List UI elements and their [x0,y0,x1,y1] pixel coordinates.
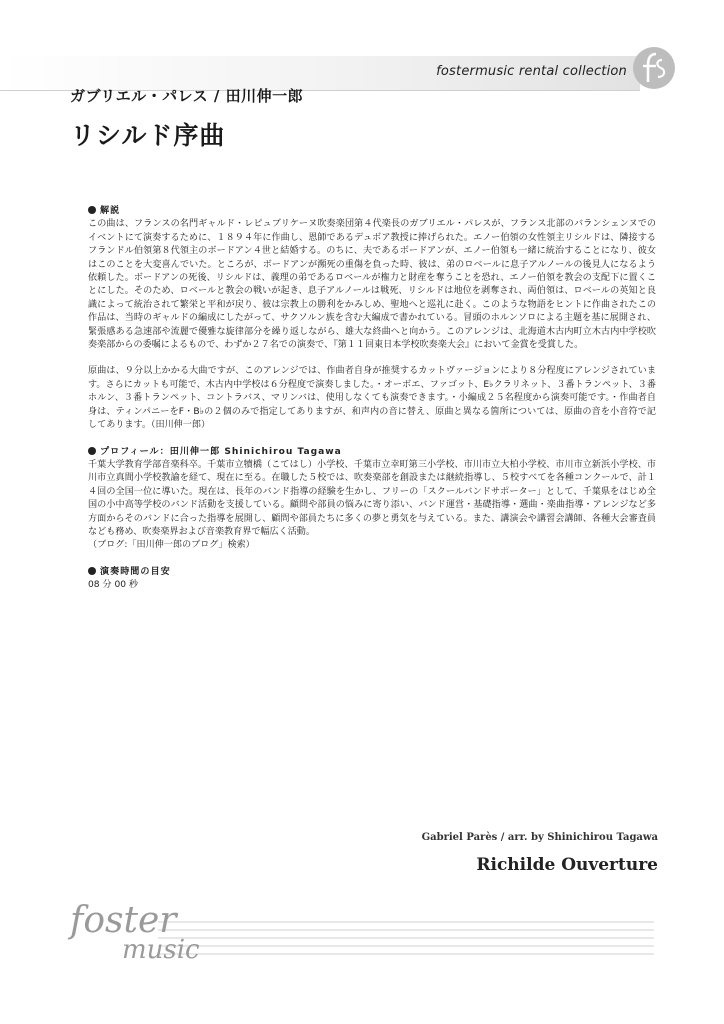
credit-en: Gabriel Parès / arr. by Shinichirou Tagawa [421,832,658,843]
logo-foster-text: foster [70,900,177,941]
title-en: Richilde Ouverture [476,855,658,875]
profile-heading-label: プロフィール：田川伸一郎 Shinichirou Tagawa [100,446,342,457]
profile-paragraph: 千葉大学教育学部音楽科卒。千葉市立犢橋（こてはし）小学校、千葉市立幸町第三小学校、市川市立大柏小学校、市川市立新浜小学校、市川市立真間小学校教諭を経て、現在に至る。在職した５校では、吹奏楽部を創設または継続指導し、５校すべてを各種コンクールで、計１４回の全国一位に導いた。現在は、長年のバンド指導の経験を生かし、フリーの「スクールバンドサポーター」として、千葉県をはじめ全国の小中高等学校のバンド活動を支援している。顧問や部員の悩みに寄り添い、バンド運営・基礎指導・選曲・楽曲指導・アレンジなど多方面からそのバンドに合った指導を展開し、顧問や部員たちに多くの夢と勇気を与えている。また、講演会や講習会講師、各種大会審査員なども務め、吹奏楽界および音楽教育界で幅広く活動。 [88,459,656,537]
duration-heading-label: 演奏時間の目安 [100,566,171,577]
page-title-jp: リシルド序曲 [70,121,226,150]
profile-blog-note: （ブログ:「田川伸一郎のブログ」検索） [88,540,255,551]
duration-heading [88,566,656,579]
commentary-heading-label: 解説 [100,206,121,216]
foster-music-logo [62,892,222,972]
profile-heading [88,446,656,459]
black-circle-bullet-icon [88,206,96,214]
music-staff-lines [158,918,654,958]
logo-music-text: music [122,935,200,965]
commentary-paragraph-2: 原曲は、９分以上かかる大曲ですが、このアレンジでは、作曲者自身が推奨するカットヴァージョンにより８分程度にアレンジされています。さらにカットも可能で、木古内中学校は６分程度で演奏しました。・オーボエ、ファゴット、E♭クラリネット、３番トランペット、３番ホルン、３番トランペット、コントラバス、マリンバは、使用しなくても演奏できます。・小編成２５名程度から演奏可能です。・作曲者自身は、ティンパニーをF・B♭の２個のみで指定してありますが、和声内の音に替え、原曲と異なる箇所については、原曲の音を小音符で記してあります。（田川伸一郎） [88,366,656,431]
duration-value: 08 分 00 秒 [88,580,139,591]
collection-label: fostermusic rental collection [436,64,627,79]
commentary-heading [88,205,656,218]
black-circle-bullet-icon [88,567,96,575]
black-circle-bullet-icon [88,447,96,455]
commentary-paragraph-1: この曲は、フランスの名門ギャルド・レピュブリケーヌ吹奏楽団第４代楽長のガブリエル・パレスが、フランス北部のバランシェンヌでのイベントにて演奏するために、１８９４年に作曲し、恩師であるデュボア教授に捧げられた。エノー伯領の女性領主リシルドは、隣接するフランドル伯領第８代領主のボードアン４世と結婚する。のちに、夫であるボードアンが、エノー伯領も一緒に統治することになり、彼女はこのことを大変喜んでいた。ところが、ボードアンが瀕死の重傷を負った時、彼は、弟のロベールに息子アルノールの後見人になるよう依頼した。ボードアンの死後、リシルドは、義理の弟であるロベールが権力と財産を奪うことを恐れ、エノー伯領を教会の支配下に置くことにした。そのため、ロベールと教会の戦いが起き、息子アルノールは戦死、リシルドは地位を剥奪され、両伯領は、ロベールの英知と良識によって統治されて繁栄と平和が戻り、彼は宗教上の勝利をかみしめ、聖地へと巡礼に赴く。このような物語をヒントに作曲されたこの作品は、当時のギャルドの編成にしたがって、サクソルン族を含む大編成で書かれている。冒頭のホルンソロによる主題を基に展開され、緊張感ある急速部や流麗で優雅な旋律部分を繰り返しながら、雄大な終曲へと向かう。このアレンジは、北海道木古内町立木古内中学校吹奏楽部からの委嘱によるもので、わずか２７名での演奏で、『第１１回東日本学校吹奏楽大会』において金賞を受賞した。 [88,219,656,351]
fostermusic-monogram-icon [632,46,676,90]
composer-arranger-jp: ガブリエル・パレス / 田川伸一郎 [70,87,304,105]
body-text [88,205,656,593]
